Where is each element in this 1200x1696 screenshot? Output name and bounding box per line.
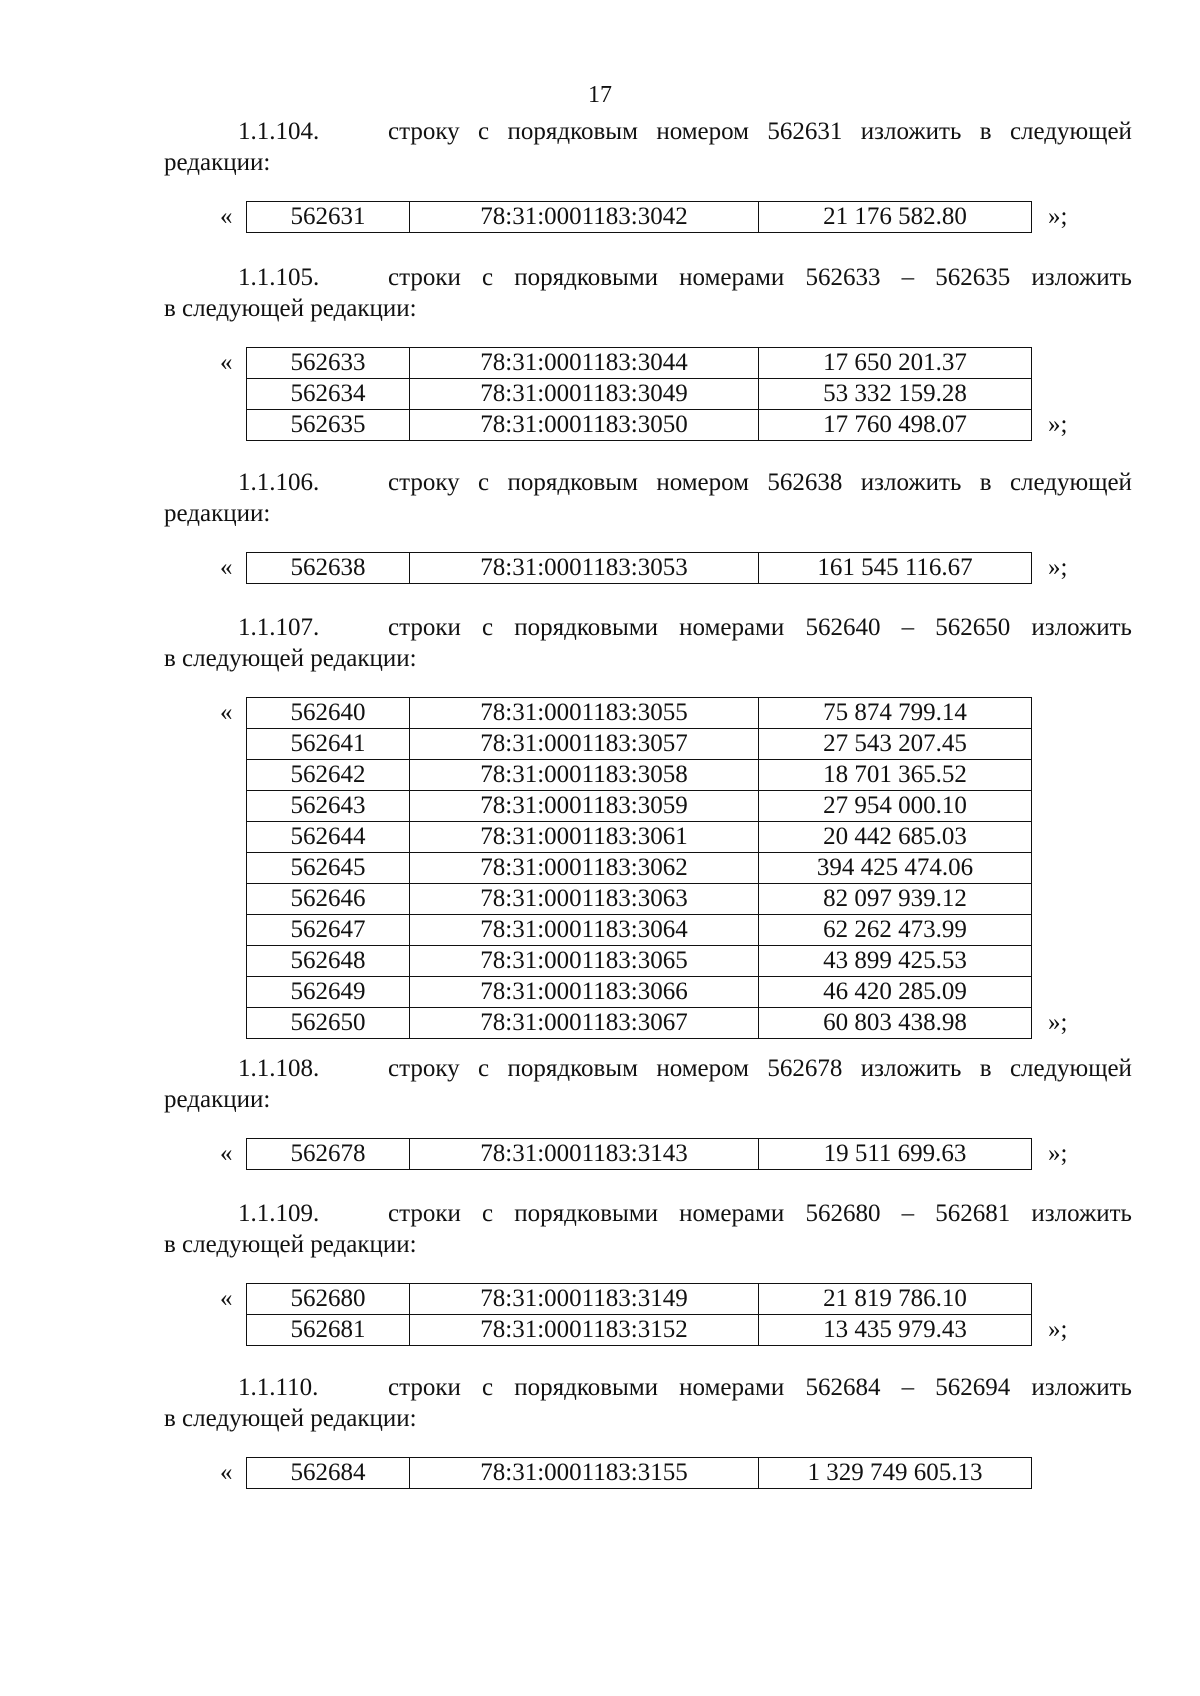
word: 562631 — [767, 118, 843, 145]
table-row — [247, 698, 1032, 729]
section-s105 — [164, 262, 1132, 441]
word: порядковыми — [514, 264, 659, 291]
cadastral-number-cell: 78:31:0001183:3149 — [410, 1284, 759, 1315]
word: 562680 — [805, 1200, 881, 1227]
table-row — [247, 822, 1032, 853]
paragraph-second-line: в следующей редакции: — [164, 645, 417, 672]
data-table — [246, 347, 1032, 441]
section-s109 — [164, 1198, 1132, 1346]
word: строку — [388, 469, 460, 496]
value-cell: 21 176 582.80 — [759, 202, 1032, 233]
row-number-cell: 562644 — [247, 822, 410, 853]
table-row — [247, 853, 1032, 884]
paragraph-second-line: в следующей редакции: — [164, 1405, 417, 1432]
word: с — [482, 264, 494, 291]
closing-quote: »; — [1048, 554, 1068, 581]
section-s107 — [164, 612, 1132, 1039]
paragraph-text — [388, 262, 1132, 293]
closing-quote: »; — [1048, 203, 1068, 230]
cadastral-number-cell: 78:31:0001183:3155 — [410, 1458, 759, 1489]
table-row — [247, 1284, 1032, 1315]
word: 562640 — [805, 614, 881, 641]
word: порядковыми — [514, 614, 659, 641]
row-number-cell: 562643 — [247, 791, 410, 822]
row-number-cell: 562634 — [247, 379, 410, 410]
row-number-cell: 562635 — [247, 410, 410, 441]
word: с — [482, 614, 494, 641]
word: в — [979, 118, 992, 145]
word: порядковыми — [514, 1374, 659, 1401]
value-cell: 17 650 201.37 — [759, 348, 1032, 379]
paragraph-number: 1.1.105. — [238, 264, 320, 291]
word: 562650 — [935, 614, 1011, 641]
word: 562638 — [767, 469, 843, 496]
table-row — [247, 410, 1032, 441]
paragraph-second-line: редакции: — [164, 500, 271, 527]
paragraph-number: 1.1.109. — [238, 1200, 320, 1227]
word: строки — [388, 264, 461, 291]
word: номером — [656, 469, 749, 496]
table-row — [247, 202, 1032, 233]
row-number-cell: 562680 — [247, 1284, 410, 1315]
opening-quote: « — [220, 203, 233, 230]
word: с — [478, 1055, 490, 1082]
closing-quote: »; — [1048, 1140, 1068, 1167]
value-cell: 394 425 474.06 — [759, 853, 1032, 884]
opening-quote: « — [220, 1140, 233, 1167]
word: – — [901, 264, 915, 291]
table-row — [247, 884, 1032, 915]
paragraph-second-line: редакции: — [164, 1086, 271, 1113]
word: изложить — [860, 1055, 962, 1082]
word: 562635 — [935, 264, 1011, 291]
cadastral-number-cell: 78:31:0001183:3065 — [410, 946, 759, 977]
table-row — [247, 729, 1032, 760]
word: изложить — [1031, 1200, 1132, 1227]
table-row — [247, 915, 1032, 946]
cadastral-number-cell: 78:31:0001183:3152 — [410, 1315, 759, 1346]
word: изложить — [1031, 264, 1132, 291]
word: изложить — [860, 469, 962, 496]
word: номерами — [679, 1374, 785, 1401]
table-row — [247, 1139, 1032, 1170]
row-number-cell: 562648 — [247, 946, 410, 977]
data-table — [246, 697, 1032, 1039]
value-cell: 1 329 749 605.13 — [759, 1458, 1032, 1489]
section-s104 — [164, 116, 1132, 233]
value-cell: 60 803 438.98 — [759, 1008, 1032, 1039]
row-number-cell: 562649 — [247, 977, 410, 1008]
closing-quote: »; — [1048, 1009, 1068, 1036]
cadastral-number-cell: 78:31:0001183:3044 — [410, 348, 759, 379]
cadastral-number-cell: 78:31:0001183:3066 — [410, 977, 759, 1008]
value-cell: 20 442 685.03 — [759, 822, 1032, 853]
value-cell: 82 097 939.12 — [759, 884, 1032, 915]
word: 562694 — [935, 1374, 1011, 1401]
word: номерами — [679, 1200, 785, 1227]
word: с — [482, 1200, 494, 1227]
word: с — [478, 469, 490, 496]
word: с — [482, 1374, 494, 1401]
word: порядковым — [507, 118, 638, 145]
cadastral-number-cell: 78:31:0001183:3042 — [410, 202, 759, 233]
opening-quote: « — [220, 349, 233, 376]
word: номером — [656, 118, 749, 145]
cadastral-number-cell: 78:31:0001183:3053 — [410, 553, 759, 584]
value-cell: 13 435 979.43 — [759, 1315, 1032, 1346]
section-s108 — [164, 1053, 1132, 1170]
row-number-cell: 562633 — [247, 348, 410, 379]
word: строки — [388, 1200, 461, 1227]
word: порядковыми — [514, 1200, 659, 1227]
value-cell: 43 899 425.53 — [759, 946, 1032, 977]
word: строки — [388, 614, 461, 641]
word: – — [901, 1374, 915, 1401]
paragraph-text — [388, 1372, 1132, 1403]
paragraph-number: 1.1.108. — [238, 1055, 320, 1082]
table-row — [247, 1008, 1032, 1039]
paragraph-first-line — [164, 1372, 1132, 1403]
data-table — [246, 552, 1032, 584]
paragraph-text — [388, 467, 1132, 498]
cadastral-number-cell: 78:31:0001183:3062 — [410, 853, 759, 884]
table-block — [164, 201, 1132, 233]
row-number-cell: 562631 — [247, 202, 410, 233]
paragraph-first-line — [164, 1053, 1132, 1084]
row-number-cell: 562646 — [247, 884, 410, 915]
row-number-cell: 562678 — [247, 1139, 410, 1170]
value-cell: 19 511 699.63 — [759, 1139, 1032, 1170]
word: строки — [388, 1374, 461, 1401]
cadastral-number-cell: 78:31:0001183:3067 — [410, 1008, 759, 1039]
word: номером — [656, 1055, 749, 1082]
value-cell: 46 420 285.09 — [759, 977, 1032, 1008]
closing-quote: »; — [1048, 411, 1068, 438]
paragraph-number: 1.1.106. — [238, 469, 320, 496]
word: в — [979, 1055, 992, 1082]
word: изложить — [1031, 1374, 1132, 1401]
value-cell: 75 874 799.14 — [759, 698, 1032, 729]
cadastral-number-cell: 78:31:0001183:3055 — [410, 698, 759, 729]
cadastral-number-cell: 78:31:0001183:3063 — [410, 884, 759, 915]
row-number-cell: 562642 — [247, 760, 410, 791]
word: изложить — [860, 118, 962, 145]
cadastral-number-cell: 78:31:0001183:3057 — [410, 729, 759, 760]
value-cell: 17 760 498.07 — [759, 410, 1032, 441]
opening-quote: « — [220, 1285, 233, 1312]
word: номерами — [679, 614, 785, 641]
row-number-cell: 562681 — [247, 1315, 410, 1346]
word: 562678 — [767, 1055, 843, 1082]
table-row — [247, 946, 1032, 977]
table-block — [164, 1457, 1132, 1489]
value-cell: 161 545 116.67 — [759, 553, 1032, 584]
word: следующей — [1009, 469, 1132, 496]
opening-quote: « — [220, 1459, 233, 1486]
word: 562681 — [935, 1200, 1011, 1227]
cadastral-number-cell: 78:31:0001183:3061 — [410, 822, 759, 853]
paragraph-number: 1.1.110. — [238, 1374, 319, 1401]
table-row — [247, 791, 1032, 822]
paragraph-text — [388, 1053, 1132, 1084]
paragraph-number: 1.1.107. — [238, 614, 320, 641]
section-s110 — [164, 1372, 1132, 1489]
table-block — [164, 1283, 1132, 1346]
paragraph-text — [388, 1198, 1132, 1229]
word: 562684 — [805, 1374, 881, 1401]
paragraph-text — [388, 612, 1132, 643]
section-s106 — [164, 467, 1132, 584]
paragraph-first-line — [164, 612, 1132, 643]
value-cell: 27 954 000.10 — [759, 791, 1032, 822]
page-number: 17 — [588, 82, 612, 108]
cadastral-number-cell: 78:31:0001183:3049 — [410, 379, 759, 410]
word: следующей — [1009, 1055, 1132, 1082]
value-cell: 53 332 159.28 — [759, 379, 1032, 410]
word: порядковым — [507, 1055, 638, 1082]
value-cell: 18 701 365.52 — [759, 760, 1032, 791]
opening-quote: « — [220, 699, 233, 726]
row-number-cell: 562645 — [247, 853, 410, 884]
word: номерами — [679, 264, 785, 291]
value-cell: 27 543 207.45 — [759, 729, 1032, 760]
row-number-cell: 562640 — [247, 698, 410, 729]
paragraph-second-line: в следующей редакции: — [164, 1231, 417, 1258]
closing-quote: »; — [1048, 1316, 1068, 1343]
table-row — [247, 379, 1032, 410]
row-number-cell: 562638 — [247, 553, 410, 584]
paragraph-number: 1.1.104. — [238, 118, 320, 145]
row-number-cell: 562647 — [247, 915, 410, 946]
paragraph-second-line: редакции: — [164, 149, 271, 176]
table-block — [164, 552, 1132, 584]
opening-quote: « — [220, 554, 233, 581]
word: – — [901, 1200, 915, 1227]
data-table — [246, 1457, 1032, 1489]
cadastral-number-cell: 78:31:0001183:3143 — [410, 1139, 759, 1170]
value-cell: 21 819 786.10 — [759, 1284, 1032, 1315]
table-row — [247, 977, 1032, 1008]
table-row — [247, 1458, 1032, 1489]
paragraph-text — [388, 116, 1132, 147]
paragraph-first-line — [164, 1198, 1132, 1229]
row-number-cell: 562650 — [247, 1008, 410, 1039]
paragraph-second-line: в следующей редакции: — [164, 295, 417, 322]
row-number-cell: 562641 — [247, 729, 410, 760]
paragraph-first-line — [164, 467, 1132, 498]
cadastral-number-cell: 78:31:0001183:3058 — [410, 760, 759, 791]
cadastral-number-cell: 78:31:0001183:3059 — [410, 791, 759, 822]
table-row — [247, 1315, 1032, 1346]
table-block — [164, 347, 1132, 441]
table-row — [247, 348, 1032, 379]
cadastral-number-cell: 78:31:0001183:3064 — [410, 915, 759, 946]
data-table — [246, 1138, 1032, 1170]
data-table — [246, 1283, 1032, 1346]
word: изложить — [1031, 614, 1132, 641]
cadastral-number-cell: 78:31:0001183:3050 — [410, 410, 759, 441]
paragraph-first-line — [164, 262, 1132, 293]
paragraph-first-line — [164, 116, 1132, 147]
table-block — [164, 697, 1132, 1039]
table-row — [247, 553, 1032, 584]
word: – — [901, 614, 915, 641]
word: строку — [388, 1055, 460, 1082]
word: в — [979, 469, 992, 496]
value-cell: 62 262 473.99 — [759, 915, 1032, 946]
row-number-cell: 562684 — [247, 1458, 410, 1489]
word: порядковым — [507, 469, 638, 496]
table-block — [164, 1138, 1132, 1170]
data-table — [246, 201, 1032, 233]
word: 562633 — [805, 264, 881, 291]
word: строку — [388, 118, 460, 145]
word: с — [478, 118, 490, 145]
table-row — [247, 760, 1032, 791]
word: следующей — [1009, 118, 1132, 145]
